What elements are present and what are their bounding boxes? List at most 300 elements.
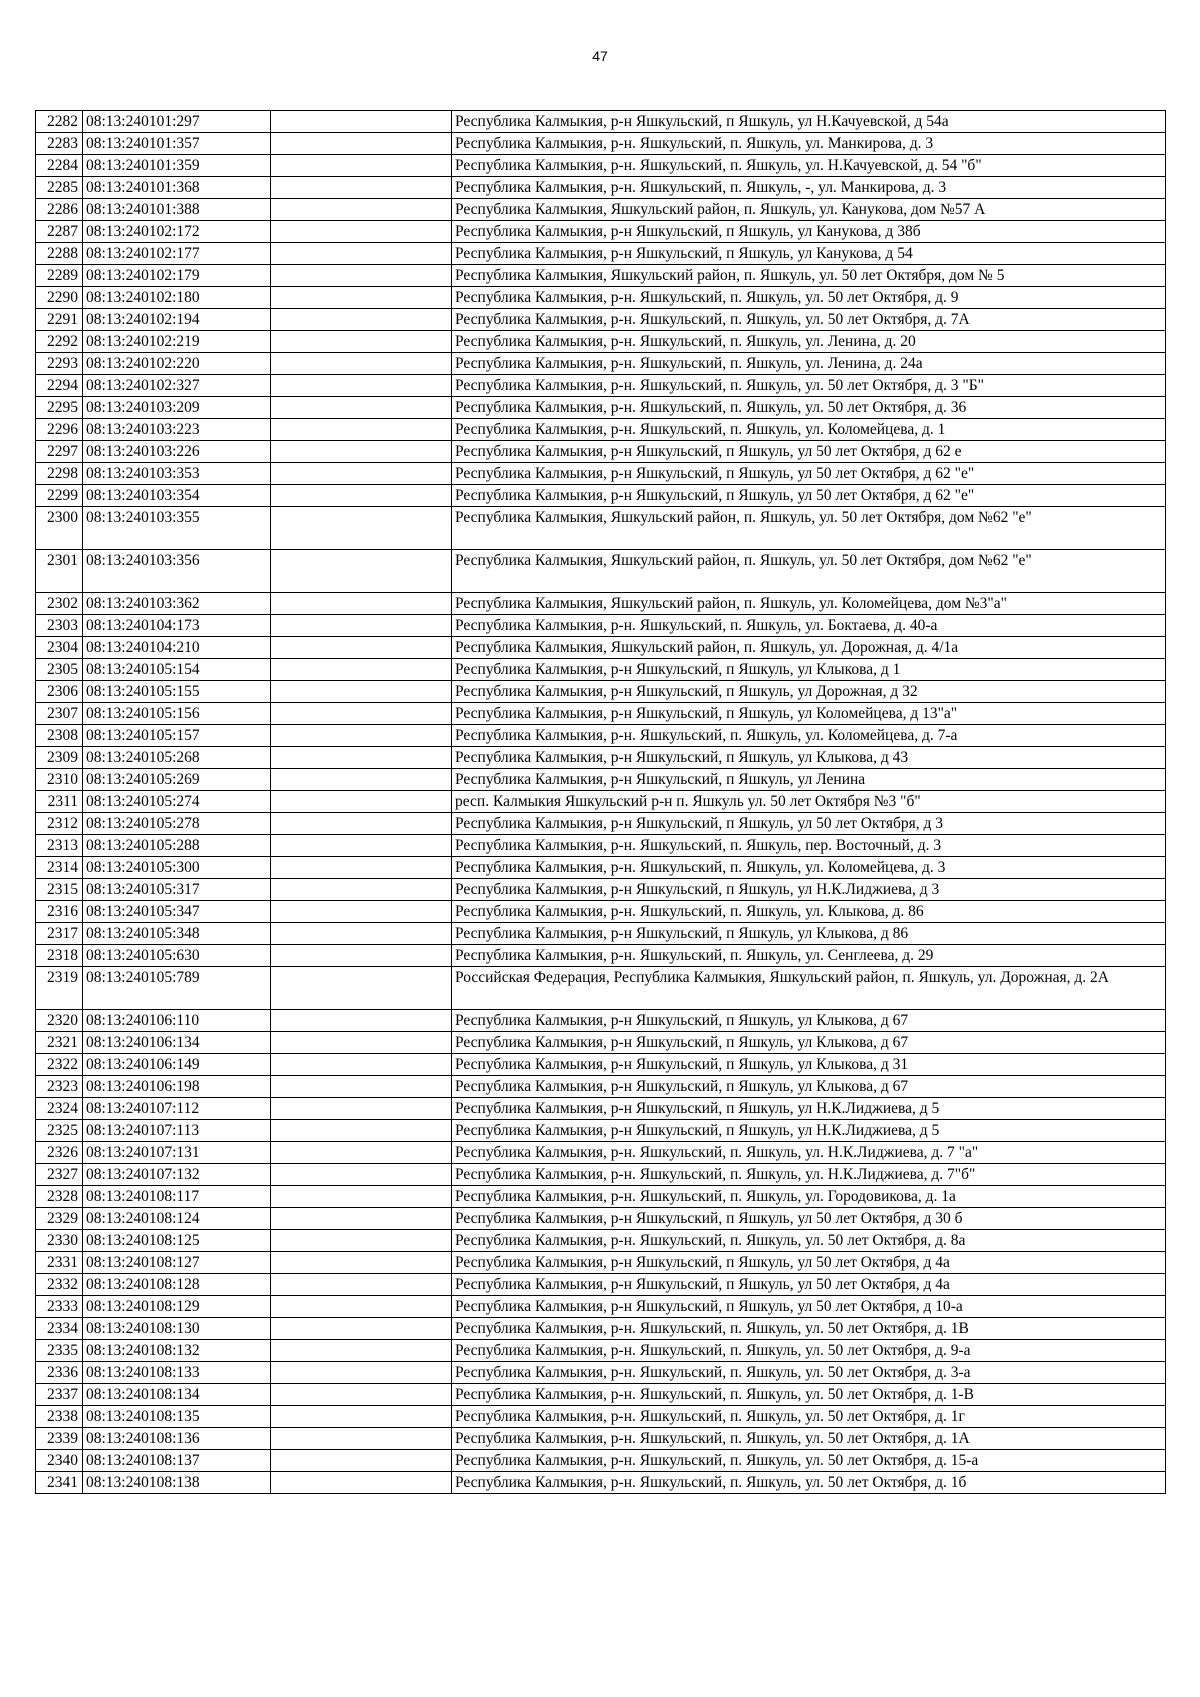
cadastral-number-cell: 08:13:240108:117 bbox=[83, 1186, 271, 1208]
row-number-cell: 2322 bbox=[36, 1054, 83, 1076]
cadastral-number-cell: 08:13:240108:135 bbox=[83, 1406, 271, 1428]
address-cell: Республика Калмыкия, р-н. Яшкульский, п. Яшкуль, ул. 50 лет Октября, д. 9 bbox=[452, 287, 1166, 309]
address-cell: Республика Калмыкия, р-н. Яшкульский, п. Яшкуль, ул. 50 лет Октября, д. 1А bbox=[452, 1428, 1166, 1450]
note-cell bbox=[271, 1076, 452, 1098]
note-cell bbox=[271, 1362, 452, 1384]
address-cell: Республика Калмыкия, р-н Яшкульский, п Яшкуль, ул Н.К.Лиджиева, д 5 bbox=[452, 1098, 1166, 1120]
table-row bbox=[36, 133, 1166, 155]
table-row bbox=[36, 1450, 1166, 1472]
table-row bbox=[36, 835, 1166, 857]
note-cell bbox=[271, 353, 452, 375]
note-cell bbox=[271, 419, 452, 441]
address-cell: Республика Калмыкия, р-н. Яшкульский, п. Яшкуль, ул. Коломейцева, д. 1 bbox=[452, 419, 1166, 441]
cadastral-number-cell: 08:13:240108:127 bbox=[83, 1252, 271, 1274]
cadastral-number-cell: 08:13:240104:210 bbox=[83, 637, 271, 659]
address-cell: Республика Калмыкия, р-н. Яшкульский, п. Яшкуль, ул. Сенглеева, д. 29 bbox=[452, 945, 1166, 967]
cadastral-number-cell: 08:13:240105:274 bbox=[83, 791, 271, 813]
row-number-cell: 2339 bbox=[36, 1428, 83, 1450]
row-number-cell: 2331 bbox=[36, 1252, 83, 1274]
address-cell: Республика Калмыкия, р-н Яшкульский, п Яшкуль, ул 50 лет Октября, д 4а bbox=[452, 1274, 1166, 1296]
note-cell bbox=[271, 441, 452, 463]
note-cell bbox=[271, 725, 452, 747]
table-row bbox=[36, 221, 1166, 243]
table-row bbox=[36, 791, 1166, 813]
row-number-cell: 2299 bbox=[36, 485, 83, 507]
address-cell: Республика Калмыкия, р-н. Яшкульский, п. Яшкуль, ул. 50 лет Октября, д. 9-а bbox=[452, 1340, 1166, 1362]
cadastral-number-cell: 08:13:240108:132 bbox=[83, 1340, 271, 1362]
row-number-cell: 2325 bbox=[36, 1120, 83, 1142]
address-cell: Республика Калмыкия, р-н Яшкульский, п Яшкуль, ул Клыкова, д 67 bbox=[452, 1010, 1166, 1032]
note-cell bbox=[271, 1384, 452, 1406]
address-cell: респ. Калмыкия Яшкульский р-н п. Яшкуль ул. 50 лет Октября №3 "б" bbox=[452, 791, 1166, 813]
table-row bbox=[36, 1186, 1166, 1208]
table-row bbox=[36, 111, 1166, 133]
table-row bbox=[36, 857, 1166, 879]
cadastral-number-cell: 08:13:240105:347 bbox=[83, 901, 271, 923]
address-cell: Республика Калмыкия, р-н Яшкульский, п Яшкуль, ул 50 лет Октября, д 62 е bbox=[452, 441, 1166, 463]
address-cell: Республика Калмыкия, р-н. Яшкульский, п. Яшкуль, ул. 50 лет Октября, д. 3-а bbox=[452, 1362, 1166, 1384]
table-row bbox=[36, 1142, 1166, 1164]
cadastral-number-cell: 08:13:240103:226 bbox=[83, 441, 271, 463]
address-cell: Республика Калмыкия, р-н Яшкульский, п Яшкуль, ул Дорожная, д 32 bbox=[452, 681, 1166, 703]
note-cell bbox=[271, 1296, 452, 1318]
table-row bbox=[36, 1010, 1166, 1032]
row-number-cell: 2302 bbox=[36, 593, 83, 615]
table-row bbox=[36, 901, 1166, 923]
cadastral-number-cell: 08:13:240108:134 bbox=[83, 1384, 271, 1406]
table-row bbox=[36, 265, 1166, 287]
cadastral-number-cell: 08:13:240101:297 bbox=[83, 111, 271, 133]
row-number-cell: 2329 bbox=[36, 1208, 83, 1230]
address-cell: Республика Калмыкия, р-н Яшкульский, п Яшкуль, ул 50 лет Октября, д 62 "е" bbox=[452, 485, 1166, 507]
row-number-cell: 2334 bbox=[36, 1318, 83, 1340]
cadastral-number-cell: 08:13:240105:268 bbox=[83, 747, 271, 769]
row-number-cell: 2296 bbox=[36, 419, 83, 441]
note-cell bbox=[271, 1032, 452, 1054]
cadastral-number-cell: 08:13:240108:129 bbox=[83, 1296, 271, 1318]
row-number-cell: 2311 bbox=[36, 791, 83, 813]
row-number-cell: 2313 bbox=[36, 835, 83, 857]
address-cell: Республика Калмыкия, р-н. Яшкульский, п. Яшкуль, ул. Н.К.Лиджиева, д. 7"б" bbox=[452, 1164, 1166, 1186]
cadastral-number-cell: 08:13:240102:220 bbox=[83, 353, 271, 375]
cadastral-number-cell: 08:13:240105:156 bbox=[83, 703, 271, 725]
row-number-cell: 2308 bbox=[36, 725, 83, 747]
row-number-cell: 2291 bbox=[36, 309, 83, 331]
note-cell bbox=[271, 287, 452, 309]
note-cell bbox=[271, 1472, 452, 1494]
address-cell: Республика Калмыкия, р-н. Яшкульский, п. Яшкуль, ул. Коломейцева, д. 7-а bbox=[452, 725, 1166, 747]
cadastral-number-cell: 08:13:240103:223 bbox=[83, 419, 271, 441]
note-cell bbox=[271, 1208, 452, 1230]
cadastral-number-cell: 08:13:240101:368 bbox=[83, 177, 271, 199]
row-number-cell: 2288 bbox=[36, 243, 83, 265]
row-number-cell: 2340 bbox=[36, 1450, 83, 1472]
table-row bbox=[36, 243, 1166, 265]
table-row bbox=[36, 1296, 1166, 1318]
address-cell: Республика Калмыкия, р-н. Яшкульский, п. Яшкуль, ул. 50 лет Октября, д. 1г bbox=[452, 1406, 1166, 1428]
row-number-cell: 2319 bbox=[36, 967, 83, 1010]
note-cell bbox=[271, 791, 452, 813]
note-cell bbox=[271, 550, 452, 593]
row-number-cell: 2292 bbox=[36, 331, 83, 353]
note-cell bbox=[271, 1010, 452, 1032]
address-cell: Республика Калмыкия, р-н. Яшкульский, п. Яшкуль, ул. 50 лет Октября, д. 15-а bbox=[452, 1450, 1166, 1472]
cadastral-number-cell: 08:13:240103:353 bbox=[83, 463, 271, 485]
note-cell bbox=[271, 923, 452, 945]
note-cell bbox=[271, 857, 452, 879]
cadastral-number-cell: 08:13:240108:133 bbox=[83, 1362, 271, 1384]
note-cell bbox=[271, 1054, 452, 1076]
address-cell: Республика Калмыкия, р-н. Яшкульский, п. Яшкуль, ул. 50 лет Октября, д. 3 "Б" bbox=[452, 375, 1166, 397]
table-row bbox=[36, 1164, 1166, 1186]
address-cell: Республика Калмыкия, р-н Яшкульский, п Яшкуль, ул 50 лет Октября, д 30 б bbox=[452, 1208, 1166, 1230]
row-number-cell: 2327 bbox=[36, 1164, 83, 1186]
row-number-cell: 2289 bbox=[36, 265, 83, 287]
address-cell: Республика Калмыкия, р-н. Яшкульский, п. Яшкуль, пер. Восточный, д. 3 bbox=[452, 835, 1166, 857]
row-number-cell: 2314 bbox=[36, 857, 83, 879]
note-cell bbox=[271, 1164, 452, 1186]
note-cell bbox=[271, 375, 452, 397]
cadastral-number-cell: 08:13:240105:155 bbox=[83, 681, 271, 703]
address-cell: Республика Калмыкия, р-н Яшкульский, п Яшкуль, ул Канукова, д 54 bbox=[452, 243, 1166, 265]
cadastral-number-cell: 08:13:240108:128 bbox=[83, 1274, 271, 1296]
note-cell bbox=[271, 901, 452, 923]
table-row bbox=[36, 485, 1166, 507]
address-cell: Республика Калмыкия, Яшкульский район, п. Яшкуль, ул. Дорожная, д. 4/1а bbox=[452, 637, 1166, 659]
table-row bbox=[36, 1274, 1166, 1296]
note-cell bbox=[271, 615, 452, 637]
address-cell: Республика Калмыкия, р-н Яшкульский, п Яшкуль, ул Клыкова, д 31 bbox=[452, 1054, 1166, 1076]
table-row bbox=[36, 1252, 1166, 1274]
table-row bbox=[36, 923, 1166, 945]
cadastral-number-cell: 08:13:240108:130 bbox=[83, 1318, 271, 1340]
note-cell bbox=[271, 813, 452, 835]
note-cell bbox=[271, 1340, 452, 1362]
note-cell bbox=[271, 133, 452, 155]
row-number-cell: 2290 bbox=[36, 287, 83, 309]
address-cell: Республика Калмыкия, р-н. Яшкульский, п. Яшкуль, ул. 50 лет Октября, д. 1В bbox=[452, 1318, 1166, 1340]
cadastral-number-cell: 08:13:240105:300 bbox=[83, 857, 271, 879]
table-row bbox=[36, 593, 1166, 615]
cadastral-number-cell: 08:13:240103:209 bbox=[83, 397, 271, 419]
cadastral-number-cell: 08:13:240108:125 bbox=[83, 1230, 271, 1252]
address-cell: Республика Калмыкия, р-н. Яшкульский, п. Яшкуль, ул. 50 лет Октября, д. 1б bbox=[452, 1472, 1166, 1494]
table-row bbox=[36, 550, 1166, 593]
note-cell bbox=[271, 879, 452, 901]
note-cell bbox=[271, 1230, 452, 1252]
row-number-cell: 2315 bbox=[36, 879, 83, 901]
cadastral-number-cell: 08:13:240105:348 bbox=[83, 923, 271, 945]
table-row bbox=[36, 659, 1166, 681]
cadastral-number-cell: 08:13:240106:110 bbox=[83, 1010, 271, 1032]
cadastral-number-cell: 08:13:240102:327 bbox=[83, 375, 271, 397]
table-row bbox=[36, 441, 1166, 463]
cadastral-number-cell: 08:13:240106:149 bbox=[83, 1054, 271, 1076]
row-number-cell: 2330 bbox=[36, 1230, 83, 1252]
address-cell: Республика Калмыкия, р-н. Яшкульский, п. Яшкуль, ул. Клыкова, д. 86 bbox=[452, 901, 1166, 923]
table-row bbox=[36, 287, 1166, 309]
cadastral-number-cell: 08:13:240107:132 bbox=[83, 1164, 271, 1186]
cadastral-number-cell: 08:13:240105:269 bbox=[83, 769, 271, 791]
table-row bbox=[36, 1472, 1166, 1494]
note-cell bbox=[271, 199, 452, 221]
row-number-cell: 2284 bbox=[36, 155, 83, 177]
cadastral-number-cell: 08:13:240105:630 bbox=[83, 945, 271, 967]
table-row bbox=[36, 309, 1166, 331]
table-row bbox=[36, 331, 1166, 353]
row-number-cell: 2321 bbox=[36, 1032, 83, 1054]
note-cell bbox=[271, 177, 452, 199]
cadastral-number-cell: 08:13:240108:124 bbox=[83, 1208, 271, 1230]
table-row bbox=[36, 1120, 1166, 1142]
cadastral-number-cell: 08:13:240103:356 bbox=[83, 550, 271, 593]
row-number-cell: 2298 bbox=[36, 463, 83, 485]
note-cell bbox=[271, 485, 452, 507]
address-cell: Республика Калмыкия, р-н. Яшкульский, п. Яшкуль, ул. Ленина, д. 24а bbox=[452, 353, 1166, 375]
address-cell: Республика Калмыкия, р-н. Яшкульский, п. Яшкуль, ул. Городовикова, д. 1а bbox=[452, 1186, 1166, 1208]
row-number-cell: 2307 bbox=[36, 703, 83, 725]
note-cell bbox=[271, 1142, 452, 1164]
address-cell: Республика Калмыкия, Яшкульский район, п. Яшкуль, ул. Канукова, дом №57 А bbox=[452, 199, 1166, 221]
table-row bbox=[36, 703, 1166, 725]
note-cell bbox=[271, 265, 452, 287]
note-cell bbox=[271, 397, 452, 419]
address-cell: Республика Калмыкия, р-н. Яшкульский, п. Яшкуль, ул. 50 лет Октября, д. 36 bbox=[452, 397, 1166, 419]
table-row bbox=[36, 177, 1166, 199]
row-number-cell: 2286 bbox=[36, 199, 83, 221]
row-number-cell: 2297 bbox=[36, 441, 83, 463]
row-number-cell: 2305 bbox=[36, 659, 83, 681]
cadastral-number-cell: 08:13:240103:362 bbox=[83, 593, 271, 615]
row-number-cell: 2326 bbox=[36, 1142, 83, 1164]
row-number-cell: 2332 bbox=[36, 1274, 83, 1296]
table-row bbox=[36, 1208, 1166, 1230]
note-cell bbox=[271, 593, 452, 615]
note-cell bbox=[271, 155, 452, 177]
cadastral-number-cell: 08:13:240102:194 bbox=[83, 309, 271, 331]
row-number-cell: 2328 bbox=[36, 1186, 83, 1208]
address-cell: Республика Калмыкия, р-н Яшкульский, п Яшкуль, ул Н.Качуевской, д 54а bbox=[452, 111, 1166, 133]
note-cell bbox=[271, 111, 452, 133]
address-cell: Республика Калмыкия, р-н Яшкульский, п Яшкуль, ул Н.К.Лиджиева, д 3 bbox=[452, 879, 1166, 901]
table-row bbox=[36, 1340, 1166, 1362]
cadastral-number-cell: 08:13:240103:354 bbox=[83, 485, 271, 507]
note-cell bbox=[271, 1450, 452, 1472]
table-row bbox=[36, 967, 1166, 1010]
address-cell: Республика Калмыкия, р-н Яшкульский, п Яшкуль, ул Клыкова, д 86 bbox=[452, 923, 1166, 945]
row-number-cell: 2295 bbox=[36, 397, 83, 419]
address-cell: Республика Калмыкия, р-н Яшкульский, п Яшкуль, ул Ленина bbox=[452, 769, 1166, 791]
cadastral-number-cell: 08:13:240102:219 bbox=[83, 331, 271, 353]
cadastral-number-cell: 08:13:240105:288 bbox=[83, 835, 271, 857]
table-row bbox=[36, 199, 1166, 221]
row-number-cell: 2324 bbox=[36, 1098, 83, 1120]
cadastral-number-cell: 08:13:240108:136 bbox=[83, 1428, 271, 1450]
table-row bbox=[36, 1384, 1166, 1406]
row-number-cell: 2285 bbox=[36, 177, 83, 199]
note-cell bbox=[271, 1120, 452, 1142]
table-row bbox=[36, 1054, 1166, 1076]
address-cell: Республика Калмыкия, Яшкульский район, п. Яшкуль, ул. 50 лет Октября, дом № 5 bbox=[452, 265, 1166, 287]
table-row bbox=[36, 945, 1166, 967]
address-cell: Республика Калмыкия, р-н. Яшкульский, п. Яшкуль, ул. 50 лет Октября, д. 1-В bbox=[452, 1384, 1166, 1406]
table-row bbox=[36, 1032, 1166, 1054]
cadastral-number-cell: 08:13:240107:113 bbox=[83, 1120, 271, 1142]
table-row bbox=[36, 507, 1166, 550]
table-row bbox=[36, 615, 1166, 637]
address-cell: Республика Калмыкия, р-н Яшкульский, п Яшкуль, ул Коломейцева, д 13"а" bbox=[452, 703, 1166, 725]
cadastral-number-cell: 08:13:240107:112 bbox=[83, 1098, 271, 1120]
row-number-cell: 2306 bbox=[36, 681, 83, 703]
row-number-cell: 2323 bbox=[36, 1076, 83, 1098]
row-number-cell: 2304 bbox=[36, 637, 83, 659]
cadastral-number-cell: 08:13:240108:138 bbox=[83, 1472, 271, 1494]
table-row bbox=[36, 879, 1166, 901]
row-number-cell: 2341 bbox=[36, 1472, 83, 1494]
table-row bbox=[36, 1318, 1166, 1340]
cadastral-number-cell: 08:13:240105:789 bbox=[83, 967, 271, 1010]
row-number-cell: 2293 bbox=[36, 353, 83, 375]
cadastral-number-cell: 08:13:240105:157 bbox=[83, 725, 271, 747]
row-number-cell: 2338 bbox=[36, 1406, 83, 1428]
row-number-cell: 2320 bbox=[36, 1010, 83, 1032]
registry-rows bbox=[36, 111, 1166, 1494]
row-number-cell: 2301 bbox=[36, 550, 83, 593]
note-cell bbox=[271, 1274, 452, 1296]
note-cell bbox=[271, 1318, 452, 1340]
note-cell bbox=[271, 331, 452, 353]
note-cell bbox=[271, 507, 452, 550]
note-cell bbox=[271, 1428, 452, 1450]
address-cell: Республика Калмыкия, р-н. Яшкульский, п. Яшкуль, ул. Н.Качуевской, д. 54 "б" bbox=[452, 155, 1166, 177]
address-cell: Республика Калмыкия, р-н Яшкульский, п Яшкуль, ул Клыкова, д 67 bbox=[452, 1032, 1166, 1054]
row-number-cell: 2310 bbox=[36, 769, 83, 791]
cadastral-number-cell: 08:13:240102:179 bbox=[83, 265, 271, 287]
row-number-cell: 2303 bbox=[36, 615, 83, 637]
note-cell bbox=[271, 747, 452, 769]
cadastral-number-cell: 08:13:240102:177 bbox=[83, 243, 271, 265]
note-cell bbox=[271, 945, 452, 967]
registry-table bbox=[35, 110, 1166, 1494]
row-number-cell: 2336 bbox=[36, 1362, 83, 1384]
note-cell bbox=[271, 835, 452, 857]
table-row bbox=[36, 1428, 1166, 1450]
address-cell: Республика Калмыкия, р-н Яшкульский, п Яшкуль, ул Клыкова, д 1 bbox=[452, 659, 1166, 681]
address-cell: Республика Калмыкия, р-н Яшкульский, п Яшкуль, ул Н.К.Лиджиева, д 5 bbox=[452, 1120, 1166, 1142]
row-number-cell: 2283 bbox=[36, 133, 83, 155]
cadastral-number-cell: 08:13:240103:355 bbox=[83, 507, 271, 550]
note-cell bbox=[271, 463, 452, 485]
note-cell bbox=[271, 1186, 452, 1208]
table-row bbox=[36, 1098, 1166, 1120]
note-cell bbox=[271, 681, 452, 703]
note-cell bbox=[271, 637, 452, 659]
row-number-cell: 2317 bbox=[36, 923, 83, 945]
address-cell: Республика Калмыкия, Яшкульский район, п. Яшкуль, ул. 50 лет Октября, дом №62 "е" bbox=[452, 550, 1166, 593]
table-row bbox=[36, 1076, 1166, 1098]
table-row bbox=[36, 681, 1166, 703]
row-number-cell: 2316 bbox=[36, 901, 83, 923]
row-number-cell: 2294 bbox=[36, 375, 83, 397]
cadastral-number-cell: 08:13:240104:173 bbox=[83, 615, 271, 637]
address-cell: Республика Калмыкия, Яшкульский район, п. Яшкуль, ул. 50 лет Октября, дом №62 "е" bbox=[452, 507, 1166, 550]
address-cell: Республика Калмыкия, р-н. Яшкульский, п. Яшкуль, ул. Ленина, д. 20 bbox=[452, 331, 1166, 353]
table-row bbox=[36, 1230, 1166, 1252]
table-row bbox=[36, 463, 1166, 485]
table-row bbox=[36, 375, 1166, 397]
table-row bbox=[36, 725, 1166, 747]
row-number-cell: 2282 bbox=[36, 111, 83, 133]
address-cell: Республика Калмыкия, р-н. Яшкульский, п. Яшкуль, ул. Коломейцева, д. 3 bbox=[452, 857, 1166, 879]
address-cell: Республика Калмыкия, р-н Яшкульский, п Яшкуль, ул Канукова, д 38б bbox=[452, 221, 1166, 243]
table-row bbox=[36, 769, 1166, 791]
address-cell: Республика Калмыкия, р-н. Яшкульский, п. Яшкуль, ул. Н.К.Лиджиева, д. 7 "а" bbox=[452, 1142, 1166, 1164]
table-row bbox=[36, 353, 1166, 375]
address-cell: Республика Калмыкия, р-н. Яшкульский, п. Яшкуль, ул. 50 лет Октября, д. 8а bbox=[452, 1230, 1166, 1252]
cadastral-number-cell: 08:13:240106:134 bbox=[83, 1032, 271, 1054]
address-cell: Российская Федерация, Республика Калмыкия, Яшкульский район, п. Яшкуль, ул. Дорожная, д. 2А bbox=[452, 967, 1166, 1010]
cadastral-number-cell: 08:13:240105:278 bbox=[83, 813, 271, 835]
address-cell: Республика Калмыкия, р-н. Яшкульский, п. Яшкуль, ул. 50 лет Октября, д. 7А bbox=[452, 309, 1166, 331]
address-cell: Республика Калмыкия, р-н Яшкульский, п Яшкуль, ул Клыкова, д 43 bbox=[452, 747, 1166, 769]
address-cell: Республика Калмыкия, р-н Яшкульский, п Яшкуль, ул Клыкова, д 67 bbox=[452, 1076, 1166, 1098]
note-cell bbox=[271, 221, 452, 243]
note-cell bbox=[271, 1252, 452, 1274]
table-row bbox=[36, 747, 1166, 769]
note-cell bbox=[271, 309, 452, 331]
cadastral-number-cell: 08:13:240102:180 bbox=[83, 287, 271, 309]
cadastral-number-cell: 08:13:240101:388 bbox=[83, 199, 271, 221]
address-cell: Республика Калмыкия, р-н. Яшкульский, п. Яшкуль, -, ул. Манкирова, д. 3 bbox=[452, 177, 1166, 199]
cadastral-number-cell: 08:13:240101:357 bbox=[83, 133, 271, 155]
address-cell: Республика Калмыкия, р-н Яшкульский, п Яшкуль, ул 50 лет Октября, д 10-а bbox=[452, 1296, 1166, 1318]
note-cell bbox=[271, 243, 452, 265]
address-cell: Республика Калмыкия, р-н Яшкульский, п Яшкуль, ул 50 лет Октября, д 4а bbox=[452, 1252, 1166, 1274]
row-number-cell: 2287 bbox=[36, 221, 83, 243]
row-number-cell: 2337 bbox=[36, 1384, 83, 1406]
table-row bbox=[36, 1362, 1166, 1384]
note-cell bbox=[271, 1406, 452, 1428]
address-cell: Республика Калмыкия, р-н. Яшкульский, п. Яшкуль, ул. Боктаева, д. 40-а bbox=[452, 615, 1166, 637]
page-number: 47 bbox=[592, 48, 608, 64]
row-number-cell: 2300 bbox=[36, 507, 83, 550]
address-cell: Республика Калмыкия, р-н Яшкульский, п Яшкуль, ул 50 лет Октября, д 62 "е" bbox=[452, 463, 1166, 485]
note-cell bbox=[271, 1098, 452, 1120]
cadastral-number-cell: 08:13:240108:137 bbox=[83, 1450, 271, 1472]
table-row bbox=[36, 813, 1166, 835]
cadastral-number-cell: 08:13:240101:359 bbox=[83, 155, 271, 177]
address-cell: Республика Калмыкия, р-н. Яшкульский, п. Яшкуль, ул. Манкирова, д. 3 bbox=[452, 133, 1166, 155]
row-number-cell: 2312 bbox=[36, 813, 83, 835]
cadastral-number-cell: 08:13:240105:154 bbox=[83, 659, 271, 681]
table-row bbox=[36, 637, 1166, 659]
cadastral-number-cell: 08:13:240105:317 bbox=[83, 879, 271, 901]
note-cell bbox=[271, 769, 452, 791]
table-row bbox=[36, 397, 1166, 419]
table-row bbox=[36, 419, 1166, 441]
note-cell bbox=[271, 659, 452, 681]
address-cell: Республика Калмыкия, р-н Яшкульский, п Яшкуль, ул 50 лет Октября, д 3 bbox=[452, 813, 1166, 835]
note-cell bbox=[271, 703, 452, 725]
cadastral-number-cell: 08:13:240102:172 bbox=[83, 221, 271, 243]
table-row bbox=[36, 1406, 1166, 1428]
note-cell bbox=[271, 967, 452, 1010]
cadastral-number-cell: 08:13:240107:131 bbox=[83, 1142, 271, 1164]
row-number-cell: 2318 bbox=[36, 945, 83, 967]
address-cell: Республика Калмыкия, Яшкульский район, п. Яшкуль, ул. Коломейцева, дом №3"а" bbox=[452, 593, 1166, 615]
row-number-cell: 2309 bbox=[36, 747, 83, 769]
row-number-cell: 2333 bbox=[36, 1296, 83, 1318]
